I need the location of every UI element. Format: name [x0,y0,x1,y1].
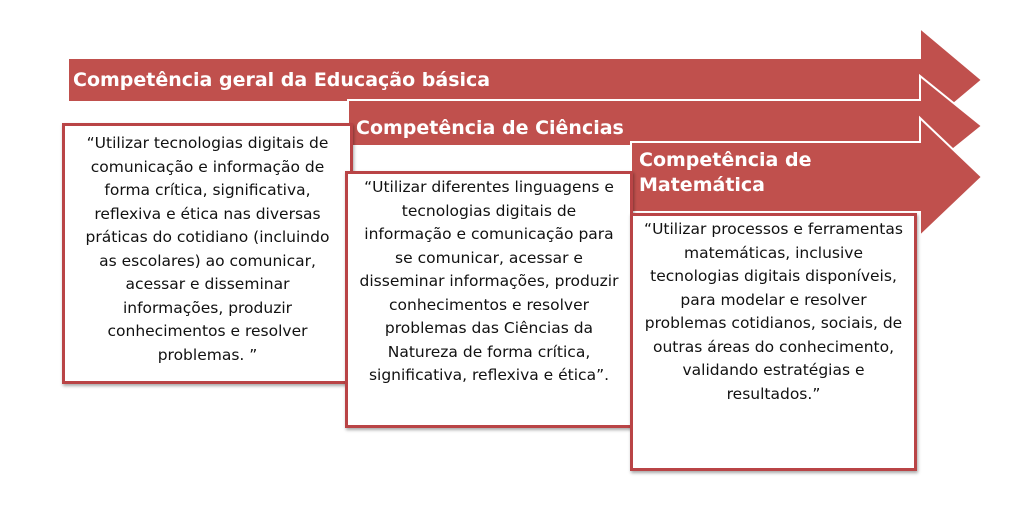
stage-title-mathematics: Competência de Matemática [639,149,812,196]
quote-text-mathematics: “Utilizar processos e ferramentas matemáticas, inclusive tecnologias digitais disponíveis, para modelar e resolver problemas cotidianos, sociais, de outras áreas do conhecimento, validando estratégias e resultados.” [644,220,903,403]
quote-text-general: “Utilizar tecnologias digitais de comunicação e informação de forma crítica, significativa, reflexiva e ética nas diversas práticas do cotidiano (incluindo as escolares) ao comunicar, acessar e disseminar informações, produzir conhecimentos e resolver problemas. ” [85,134,330,364]
quote-box-mathematics [630,213,917,471]
quote-text-sciences: “Utilizar diferentes linguagens e tecnologias digitais de informação e comunicação para se comunicar, acessar e disseminar informações, produzir conhecimentos e resolver problemas das Ciências da Natureza de forma crítica, significativa, reflexiva e ética”. [359,178,619,384]
quote-box-general [62,123,353,384]
stage-title-sciences: Competência de Ciências [356,117,624,139]
quote-box-sciences [345,171,633,428]
stage-title-general: Competência geral da Educação básica [73,69,491,91]
